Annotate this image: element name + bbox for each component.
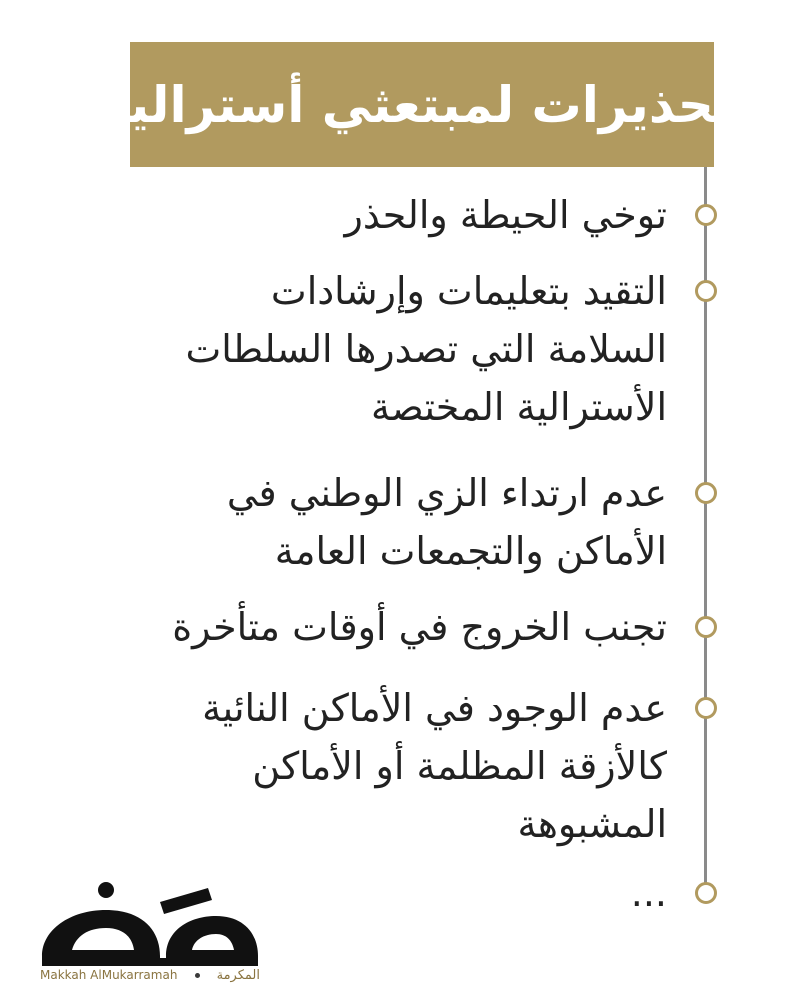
list-item: [227, 464, 667, 580]
item-line: عدم الوجود في الأماكن النائية: [202, 686, 667, 730]
list-item: [344, 186, 667, 244]
separator-dot: [195, 973, 200, 978]
item-line: ...: [630, 871, 667, 915]
item-line: تجنب الخروج في أوقات متأخرة: [172, 605, 667, 649]
logo-arabic: المكرمة: [216, 967, 260, 983]
item-line: التقيد بتعليمات وإرشادات: [270, 269, 667, 313]
list-item: [185, 262, 667, 436]
item-line: الأسترالية المختصة: [371, 385, 667, 429]
timeline-dot: [695, 204, 717, 226]
timeline-line: [704, 167, 707, 893]
timeline-dot: [695, 882, 717, 904]
item-line: السلامة التي تصدرها السلطات: [185, 327, 667, 371]
item-line: كالأزقة المظلمة أو الأماكن: [252, 744, 667, 788]
list-item: [202, 679, 667, 853]
item-line: الأماكن والتجمعات العامة: [274, 529, 667, 573]
item-line: عدم ارتداء الزي الوطني في: [226, 471, 667, 515]
timeline-dot: [695, 616, 717, 638]
item-line: المشبوهة: [517, 802, 667, 846]
list-item: [631, 864, 667, 922]
logo-caption: [40, 966, 260, 984]
title-banner: [111, 42, 733, 167]
timeline-dot: [695, 280, 717, 302]
page-title: تحذيرات لمبتعثي أستراليا: [111, 75, 733, 134]
item-line: توخي الحيطة والحذر: [344, 193, 667, 237]
timeline-dot: [695, 482, 717, 504]
list-item: [172, 598, 667, 656]
logo-latin: Makkah AlMukarramah: [40, 968, 178, 982]
timeline-dot: [695, 697, 717, 719]
